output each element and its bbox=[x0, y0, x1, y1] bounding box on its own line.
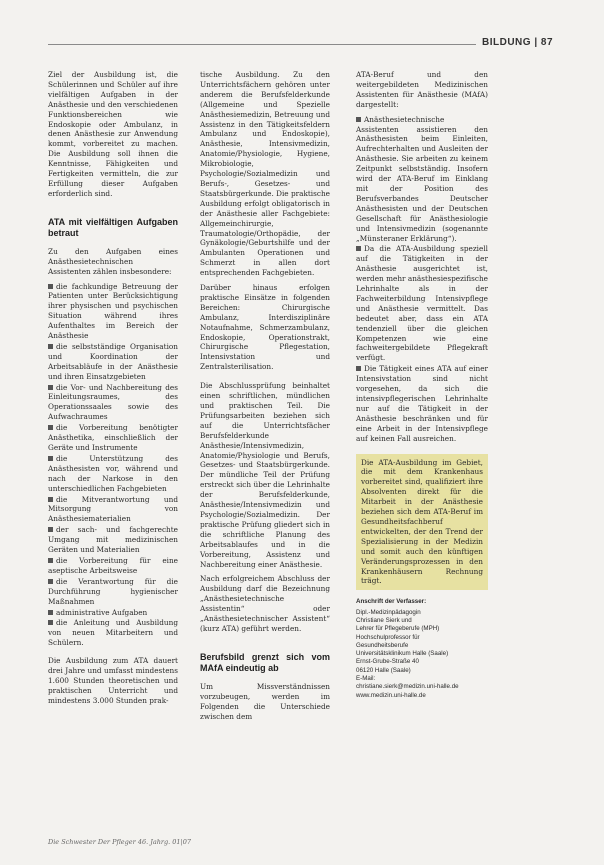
paragraph: Zu den Aufgaben eines Anästhesietechnischen Assistenten zählen insbesondere: bbox=[48, 246, 178, 276]
list-item: die selbstständige Organisation und Koordination der Arbeitsabläufe in der Anästhesie und ihren Einsatzgebieten bbox=[48, 341, 178, 381]
highlight-box: Die ATA-Ausbildung im Gebiet, die mit dem Krankenhaus vorbereitet sind, qualifiziert ihre Absolventen direkt für die Mitarbeit in der Anästhesie beziehen sich dem ATA-Beruf im Gesundheitsfachberuf entwickelten, der den Trend der Spezialisierung in der Medizin und somit auch den künftigen Veränderungsprozessen in den Krankenhäusern Rechnung trägt. bbox=[356, 454, 488, 591]
list-item: die Unterstützung des Anästhesisten vor, während und nach der Narkose in den unterschiedlichen Fachgebieten bbox=[48, 453, 178, 493]
list-item: Anästhesietechnische Assistenten assistieren den Anästhesisten beim Einleiten, Aufrechterhalten und Ausleiten der Anästhesie. Sie arbeiten zu keinem Zeitpunkt selbstständig. Insofern wird der ATA-Beruf im Einklang mit der Position des Berufsverbandes Deutscher Anästhesisten und der Deutschen Gesellschaft für Anästhesiologie und Intensivmedizin (sogenannte „Münsteraner Erklärung“). bbox=[356, 114, 488, 243]
paragraph: Darüber hinaus erfolgen praktische Einsätze in folgenden Bereichen: Chirurgische Ambulanz, Interdisziplinäre Notaufnahme, Schmerzambulanz, Endoskopie, Operationstrakt, Chirurgische Pflegestation, Intensivstation und Zentralsterilisation. bbox=[200, 283, 330, 372]
list-item: die Vorbereitung benötigter Anästhetika, einschließlich der Geräte und Instrumente bbox=[48, 423, 178, 452]
bullet-square-icon bbox=[356, 366, 361, 371]
paragraph: Die Ausbildung zum ATA dauert drei Jahre und umfasst mindestens 1.600 Stunden theoretischen und praktischen Unterricht und mindestens 3.000 Stunden prak- bbox=[48, 656, 178, 705]
author-line: E-Mail: bbox=[356, 674, 376, 682]
list-item: die Vor- und Nachbereitung des Einleitungsraumes, des Operationssaales sowie des Aufwachraumes bbox=[48, 382, 178, 422]
author-line: www.medizin.uni-halle.de bbox=[356, 691, 426, 699]
paragraph: Um Missverständnissen vorzubeugen, werden im Folgenden die Unterschiede zwischen dem bbox=[200, 681, 330, 721]
author-line: 06120 Halle (Saale) bbox=[356, 666, 411, 674]
page-footer: Die Schwester Der Pfleger 46. Jahrg. 01|07 bbox=[48, 838, 192, 846]
list-item: die Mitverantwortung und Mitsorgung von Anästhesiematerialien bbox=[48, 494, 178, 524]
paragraph: tische Ausbildung. Zu den Unterrichtsfächern gehören unter anderem die Berufsfelderkunde (Allgemeine und Spezielle Anästhesiemedizin, Betreuung und Assistenz in den Tätigkeitsfeldern Ambulanz und Endoskopie), Anästhesie, Intensivmedizin, Anatomie/Physiologie, Hygiene, Mikrobiologie, Psychologie/Sozialmedizin und Berufs-, Gesetzes- und Staatsbürgerkunde. Die praktische Ausbildung erfolgt obligatorisch in der Anästhesie aller Fachgebiete: Allgemeinchirurgie, Traumatologie/Orthopädie, der Gynäkologie/Geburtshilfe und der Ambulanten Operationen und Schmerzt in allen dort entsprechenden Fachgebieten. bbox=[200, 70, 330, 278]
author-line: christiane.sierk@medizin.uni-halle.de bbox=[356, 683, 459, 691]
paragraph: Ziel der Ausbildung ist, die Schülerinnen und Schüler auf ihre vielfältigen Aufgaben in der Anästhesie und den verschiedenen Funktionsbereichen wie Endoskopie oder Ambulanz, in denen Anästhesie zur Anwendung kommt, vorbereitet zu machen. Die Ausbildung soll ihnen die Kenntnisse, Fähigkeiten und Fertigkeiten vermitteln, die zur Erfüllung dieser Aufgaben erforderlich sind. bbox=[48, 70, 178, 198]
section-heading: ATA mit vielfältigen Aufgaben betraut bbox=[48, 216, 178, 238]
bullet-square-icon bbox=[48, 527, 53, 532]
author-line: Christiane Sierk und bbox=[356, 616, 412, 624]
list-item: die Verantwortung für die Durchführung hygienischer Maßnahmen bbox=[48, 576, 178, 606]
list-item: die Vorbereitung für eine aseptische Arbeitsweise bbox=[48, 555, 178, 575]
author-line: Dipl.-Medizinpädagogin bbox=[356, 608, 421, 616]
paragraph: ATA-Beruf und den weitergebildeten Medizinischen Assistenten für Anästhesie (MAfA) dargestellt: bbox=[356, 70, 488, 109]
author-line: Lehrer für Pflegeberufe (MPH) bbox=[356, 625, 440, 633]
list-item: die fachkundige Betreuung der Patienten unter Berücksichtigung ihrer physischen und psychischen Situation während ihres Aufenthaltes im Bereich der Anästhesie bbox=[48, 281, 178, 341]
paragraph: Nach erfolgreichem Abschluss der Ausbildung darf die Bezeichnung „Anästhesietechnische Assistentin“ oder „Anästhesietechnischer Assistent“ (kurz ATA) geführt werden. bbox=[200, 574, 330, 633]
bullet-square-icon bbox=[48, 344, 53, 349]
bullet-square-icon bbox=[48, 425, 53, 430]
author-label: Anschrift der Verfasser: bbox=[356, 598, 427, 606]
column-2 bbox=[200, 70, 330, 726]
task-list bbox=[48, 282, 178, 649]
bullet-square-icon bbox=[48, 620, 53, 625]
author-line: Hochschulprofessor für bbox=[356, 633, 420, 641]
list-item: administrative Aufgaben bbox=[48, 608, 178, 618]
column-1 bbox=[48, 70, 178, 711]
list-item: Da die ATA-Ausbildung speziell auf die Tätigkeiten in der Anästhesie ausgerichtet ist, werden mehr anästhesiespezifische Lehrinhalte als in der Fachweiterbildung Intensivpflege und Anästhesie vermittelt. Das bedeutet aber, dass ein ATA tendenziell über die gleichen Kompetenzen wie eine fachweitergebildete Pflegekraft verfügt. bbox=[356, 244, 488, 363]
bullet-square-icon bbox=[356, 246, 361, 251]
list-item: die Anleitung und Ausbildung von neuen Mitarbeitern und Schülern. bbox=[48, 618, 178, 648]
section-heading: Berufsbild grenzt sich vom MAfA eindeutig ab bbox=[200, 651, 330, 673]
author-address bbox=[356, 598, 488, 700]
bullet-square-icon bbox=[48, 579, 53, 584]
author-line: Universitätsklinikum Halle (Saale) bbox=[356, 650, 449, 658]
bullet-square-icon bbox=[48, 385, 53, 390]
header-rule bbox=[48, 44, 476, 45]
bullet-square-icon bbox=[48, 558, 53, 563]
bullet-square-icon bbox=[48, 497, 53, 502]
section-header: BILDUNG | 87 bbox=[482, 37, 554, 48]
list-item: Die Tätigkeit eines ATA auf einer Intensivstation sind nicht vorgesehen, da sich die intensivpflegerischen Lehrinhalte nur auf die Tätigkeit in der Anästhesie beschränken und für eine Arbeit in der Intensivpflege auf keinen Fall ausreichen. bbox=[356, 364, 488, 443]
bullet-square-icon bbox=[356, 117, 361, 122]
author-line: Ernst-Grube-Straße 40 bbox=[356, 658, 419, 666]
paragraph: Die Abschlussprüfung beinhaltet einen schriftlichen, mündlichen und praktischen Teil. Die Prüfungsarbeiten beziehen sich auf die Unterrichtsfächer Berufsfelderkunde Anästhesie/Intensivmedizin, Anatomie/Physiologie und Berufs, Gesetzes- und Staatsbürgerkunde. Der mündliche Teil der Prüfung erstreckt sich über die Lehrinhalte der Berufsfelderkunde, Anästhesie/Intensivmedizin und Psychologie/Sozialmedizin. Der praktische Prüfung gliedert sich in die schriftliche Planung des Arbeitsablaufes und in die Vorbereitung, Assistenz und Nachbereitung einer Anästhesie. bbox=[200, 381, 330, 569]
list-item: der sach- und fachgerechte Umgang mit medizinischen Geräten und Materialien bbox=[48, 525, 178, 555]
bullet-square-icon bbox=[48, 284, 53, 289]
bullet-square-icon bbox=[48, 456, 53, 461]
author-line: Gesundheitsberufe bbox=[356, 641, 409, 649]
column-3 bbox=[356, 70, 488, 700]
bullet-square-icon bbox=[48, 610, 53, 615]
